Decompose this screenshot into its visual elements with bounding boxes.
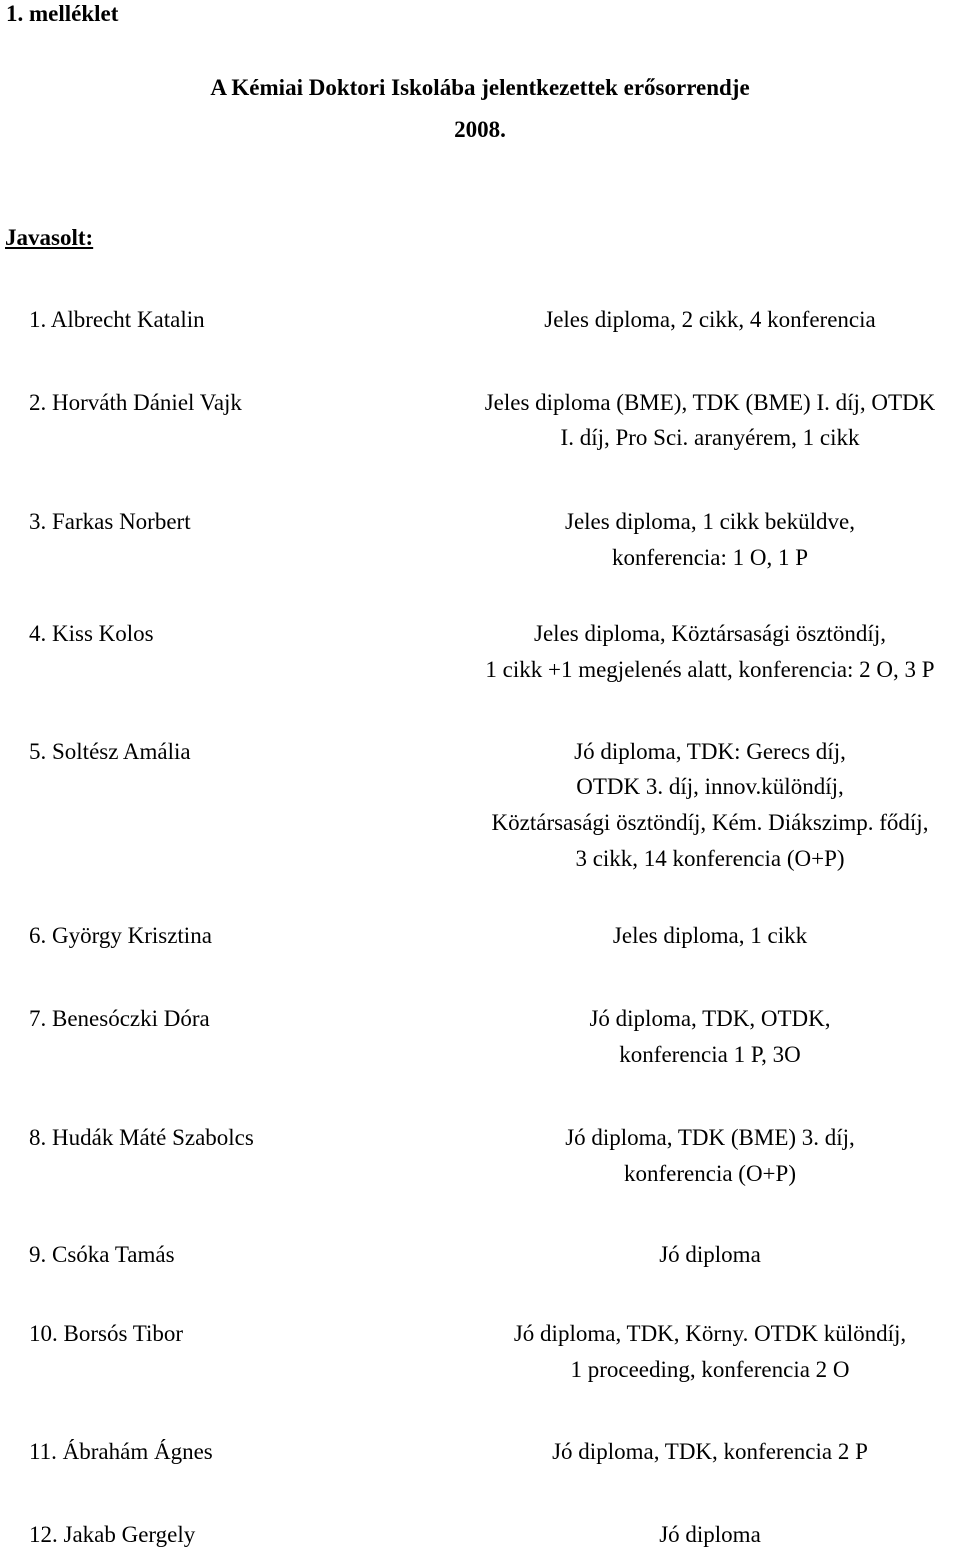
document-title: A Kémiai Doktori Iskolába jelentkezettek erősorrendje — [210, 75, 750, 100]
candidate-detail: 1 proceeding, konferencia 2 O — [570, 1357, 850, 1382]
section-label-suggested: Javasolt: — [5, 225, 94, 250]
candidate-detail: konferencia (O+P) — [624, 1161, 796, 1186]
candidate-name: 1. Albrecht Katalin — [29, 307, 205, 332]
candidate-detail: Jeles diploma, Köztársasági ösztöndíj, — [534, 621, 886, 646]
candidate-detail: Jó diploma, TDK, konferencia 2 P — [552, 1439, 868, 1464]
annex-label: 1. melléklet — [6, 1, 119, 26]
candidate-name: 5. Soltész Amália — [29, 739, 191, 764]
candidate-name: 11. Ábrahám Ágnes — [29, 1439, 213, 1464]
candidate-detail: Jó diploma — [659, 1522, 761, 1547]
candidate-detail: Jeles diploma, 1 cikk beküldve, — [565, 509, 855, 534]
candidate-detail: OTDK 3. díj, innov.különdíj, — [576, 774, 844, 799]
candidate-detail: Jeles diploma, 2 cikk, 4 konferencia — [544, 307, 876, 332]
candidate-detail: 1 cikk +1 megjelenés alatt, konferencia: 2 O, 3 P — [485, 657, 935, 682]
candidate-detail: Jó diploma, TDK, Körny. OTDK különdíj, — [513, 1321, 907, 1346]
candidate-detail: konferencia: 1 O, 1 P — [611, 545, 809, 570]
candidate-name: 6. György Krisztina — [29, 923, 212, 948]
candidate-name: 2. Horváth Dániel Vajk — [29, 390, 242, 415]
candidate-detail: Jó diploma, TDK, OTDK, — [589, 1006, 831, 1031]
candidate-name: 10. Borsós Tibor — [29, 1321, 184, 1346]
candidate-detail: Jeles diploma, 1 cikk — [612, 923, 808, 948]
candidate-detail: konferencia 1 P, 3O — [619, 1042, 801, 1067]
candidate-detail: I. díj, Pro Sci. aranyérem, 1 cikk — [560, 425, 860, 450]
candidate-name: 4. Kiss Kolos — [29, 621, 154, 646]
candidate-detail: Jeles diploma (BME), TDK (BME) I. díj, OTDK — [484, 390, 936, 415]
candidate-name: 8. Hudák Máté Szabolcs — [29, 1125, 254, 1150]
candidate-name: 7. Benesóczki Dóra — [29, 1006, 210, 1031]
candidate-detail: Köztársasági ösztöndíj, Kém. Diákszimp. fődíj, — [491, 810, 929, 835]
candidate-name: 12. Jakab Gergely — [29, 1522, 196, 1547]
candidate-detail: Jó diploma, TDK (BME) 3. díj, — [565, 1125, 855, 1150]
candidate-detail: Jó diploma — [659, 1242, 761, 1267]
candidate-name: 9. Csóka Tamás — [29, 1242, 175, 1267]
candidate-detail: Jó diploma, TDK: Gerecs díj, — [574, 739, 846, 764]
candidate-detail: 3 cikk, 14 konferencia (O+P) — [575, 846, 845, 871]
document-year: 2008. — [454, 117, 506, 142]
candidate-name: 3. Farkas Norbert — [29, 509, 191, 534]
